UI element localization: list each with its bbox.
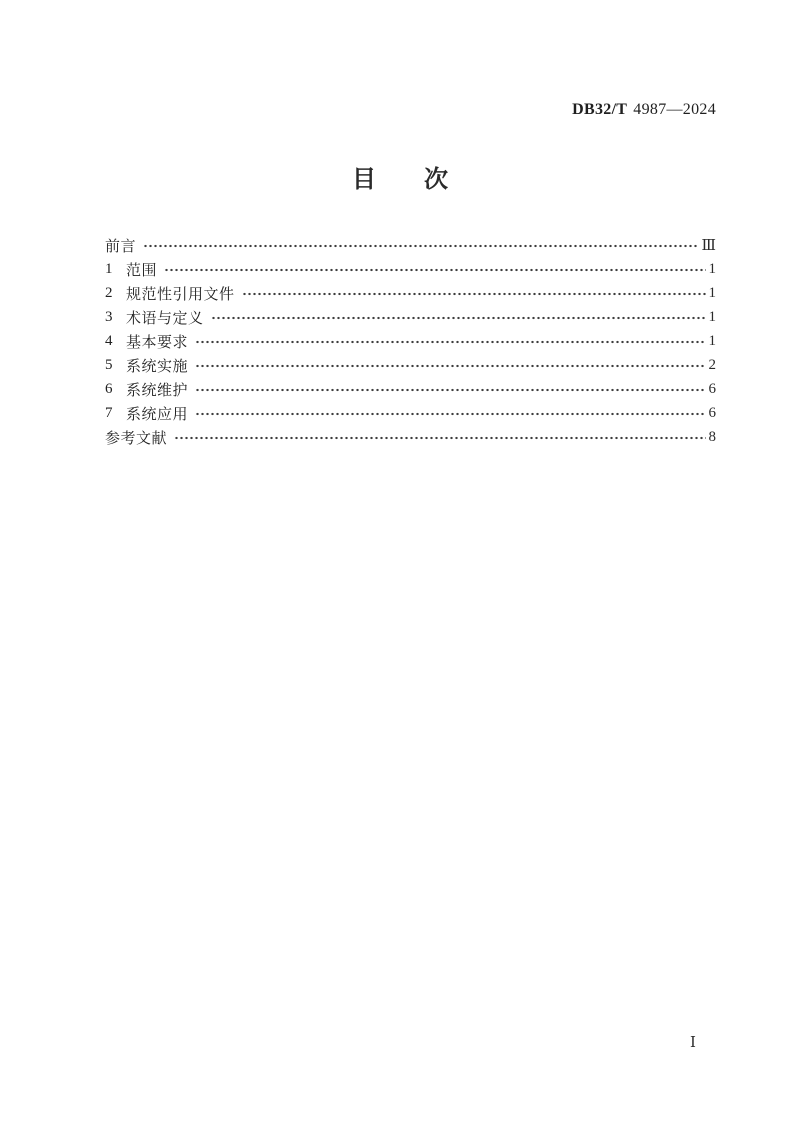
toc-entry-label: 系统应用 [126, 406, 189, 423]
toc-entry-label: 系统维护 [126, 382, 189, 399]
toc-entry-label: 前言 [105, 238, 137, 255]
folio-page-number: Ⅰ [690, 1035, 696, 1051]
toc-entry [105, 401, 716, 425]
toc-entry-page: 1 [708, 332, 716, 349]
toc-entry-label: 基本要求 [126, 334, 189, 351]
toc-entry-number: 4 [105, 332, 113, 349]
toc-entry [105, 281, 716, 305]
dot-leader [143, 244, 699, 248]
toc-entry-page: Ⅲ [701, 237, 716, 254]
dot-leader [242, 292, 706, 296]
toc-entry [105, 329, 716, 353]
toc-entry-label: 系统实施 [126, 358, 189, 375]
standard-code [0, 101, 716, 119]
toc-entry-number: 3 [105, 308, 113, 325]
dot-leader [195, 364, 705, 368]
toc-entry-page: 2 [708, 356, 716, 373]
dot-leader [164, 268, 705, 272]
toc-list [105, 233, 716, 449]
toc-entry-page: 1 [708, 260, 716, 277]
dot-leader [195, 340, 705, 344]
toc-entry-number: 7 [105, 404, 113, 421]
toc-entry [105, 353, 716, 377]
standard-code-prefix: DB32/T [572, 101, 628, 118]
toc-entry-number: 5 [105, 356, 113, 373]
toc-entry-page: 1 [708, 308, 716, 325]
toc-entry [105, 377, 716, 401]
toc-entry-page: 6 [708, 380, 716, 397]
dot-leader [195, 412, 705, 416]
toc-entry-page: 1 [708, 284, 716, 301]
dot-leader [211, 316, 706, 320]
toc-entry-number: 2 [105, 284, 113, 301]
toc-entry [105, 233, 716, 257]
toc-entry-number: 6 [105, 380, 113, 397]
dot-leader [174, 436, 705, 440]
toc-entry-page: 8 [708, 428, 716, 445]
toc-entry-label: 规范性引用文件 [126, 286, 235, 303]
dot-leader [195, 388, 705, 392]
toc-entry [105, 425, 716, 449]
page-title: 目 次 [352, 166, 448, 193]
toc-entry-label: 术语与定义 [126, 310, 204, 327]
toc-entry-label: 参考文献 [105, 430, 168, 447]
toc-entry [105, 305, 716, 329]
toc-entry-label: 范围 [126, 262, 158, 279]
toc-entry [105, 257, 716, 281]
toc-entry-number: 1 [105, 260, 113, 277]
toc-entry-page: 6 [708, 404, 716, 421]
standard-code-number: 4987—2024 [633, 101, 716, 118]
